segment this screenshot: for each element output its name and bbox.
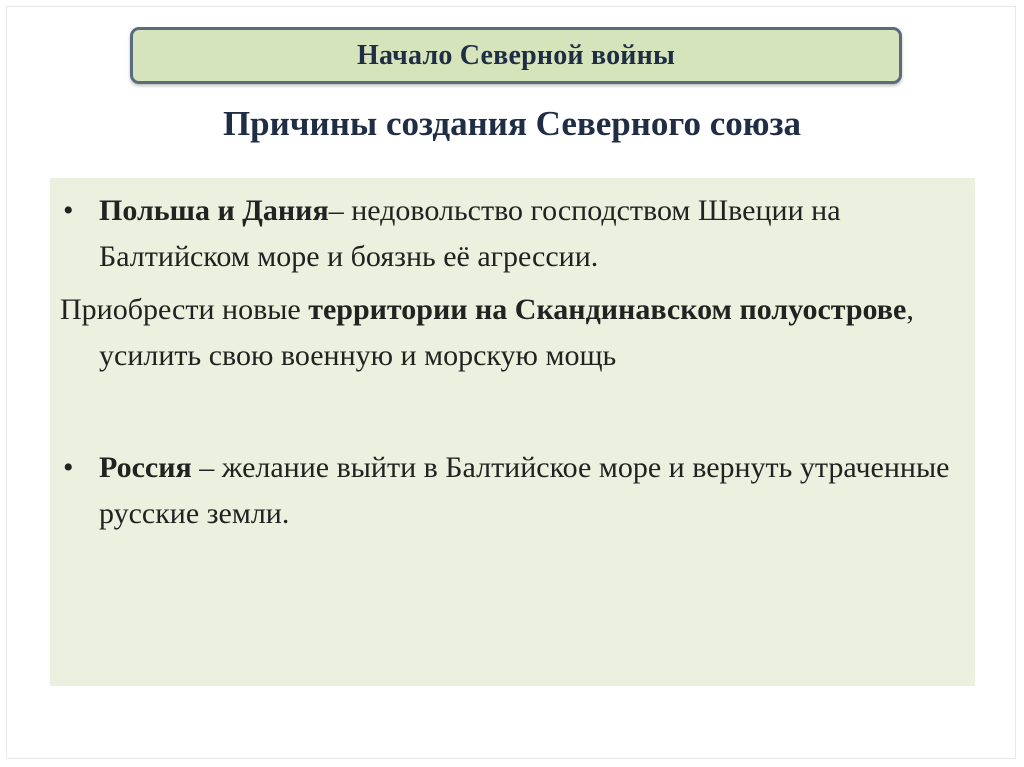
content-text <box>60 188 965 537</box>
header-box <box>130 27 902 84</box>
goals-paragraph <box>60 287 965 379</box>
slide-subtitle: Причины создания Северного союза <box>222 104 802 143</box>
russia-term: Россия <box>99 451 192 484</box>
goals-text-before: Приобрести новые <box>60 293 309 326</box>
russia-text: – желание выйти в Балтийское море и вернуть утраченные русские земли. <box>99 451 950 530</box>
bullet-russia <box>60 445 965 537</box>
header-title: Начало Северной войны <box>356 39 676 71</box>
bullet-mark: • <box>63 451 74 484</box>
poland-denmark-text: – недовольство господством Швеции на Балтийском море и боязнь её агрессии. <box>99 194 841 273</box>
poland-denmark-term: Польша и Дания <box>99 194 329 227</box>
bullet-mark: • <box>63 194 74 227</box>
goals-text-after: , усилить свою военную и морскую мощь <box>99 293 914 372</box>
goals-bold-text: территории на Скандинавском полуострове <box>308 293 907 326</box>
bullet-poland-denmark <box>60 188 965 280</box>
